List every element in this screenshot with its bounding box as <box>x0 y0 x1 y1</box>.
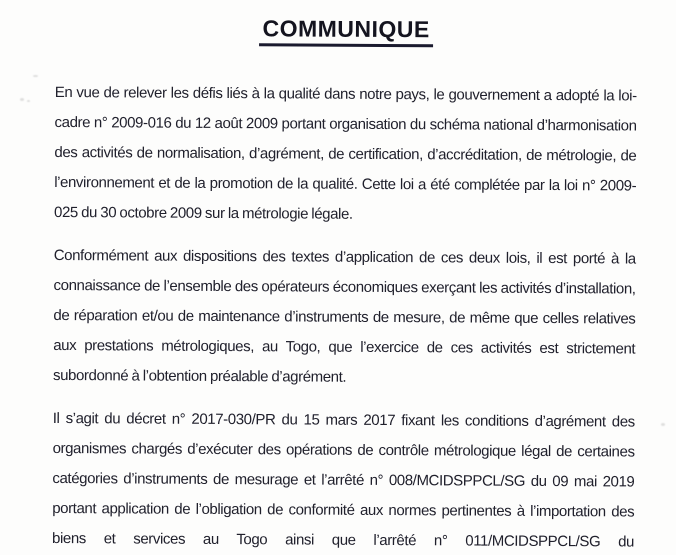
scan-artifact-speck <box>27 100 30 102</box>
paragraph-decret-agrement: Il s’agit du décret n° 2017-030/PR du 15 mars 2017 fixant les conditions d’agrément des organismes chargés d’exécuter des opérations de contrôle métrologique légal de certaines catégories d’instruments de mesurage et l’arrêté n° 008/MCIDSPPCL/SG du 09 mai 2019 portant application de l’obligation de conformité aux normes pertinentes à l’importation des biens et services au Togo ainsi que l’arrêté n° 011/MCIDSPPCL/SG du <box>51 409 635 551</box>
document-title <box>55 14 637 49</box>
scan-artifact-speck <box>33 75 38 77</box>
scan-artifact-speck <box>661 423 665 426</box>
document-title-text: COMMUNIQUE <box>259 15 432 47</box>
paragraph-operateurs-economiques: Conformément aux dispositions des textes d’application de ces deux lois, il est porté à la connaissance de l’ensemble des opérateurs économiques exerçant les activités d’installation, de réparation et/ou de maintenance d’instruments de mesure, de même que celles relatives aux prestations métrologiques, au Togo, que l’exercice de ces activités est strictement subordonné à l’obtention préalable d’agrément. <box>52 246 636 386</box>
document-sheet <box>0 14 676 555</box>
document-body <box>52 78 637 555</box>
scan-artifact-speck <box>20 98 24 101</box>
paragraph-loi-cadre: En vue de relever les défis liés à la qualité dans notre pays, le gouvernement a adopté la loi-cadre n° 2009-016 du 12 août 2009 portant organisation du schéma national d’harmonisation des activités de normalisation, d’agrément, de certification, d’accréditation, de métrologie, de l’environnement et de la promotion de la qualité. Cette loi a été complétée par la loi n° 2009-025 du 30 octobre 2009 sur la métrologie légale. <box>53 83 637 223</box>
